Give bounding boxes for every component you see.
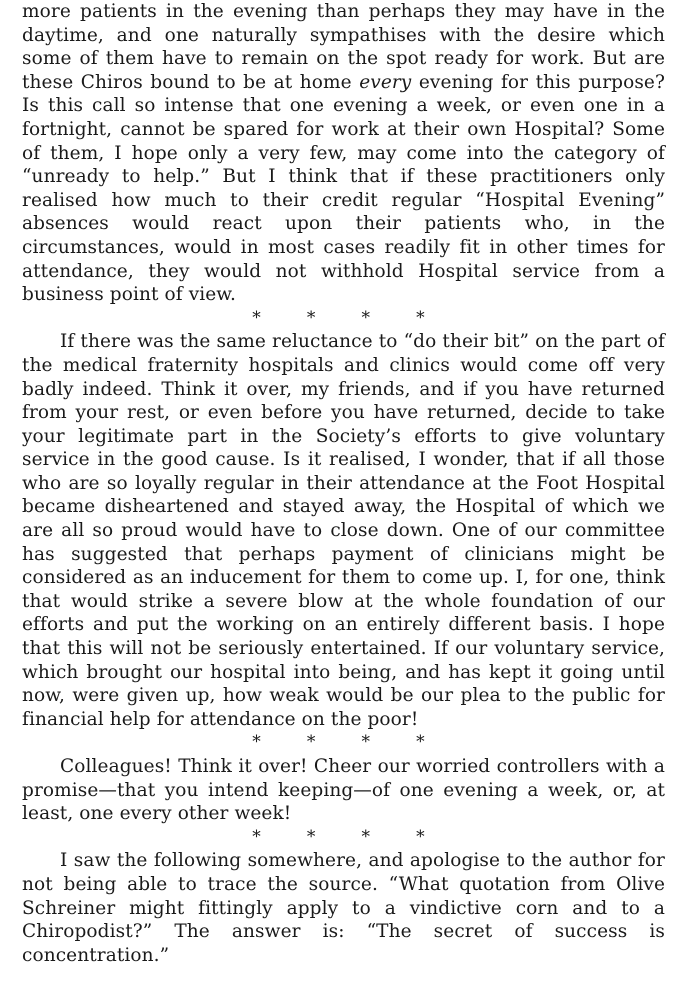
separator-asterisk: * [306,826,316,847]
separator-asterisk: * [252,732,261,753]
separator-asterisk: * [252,826,261,847]
paragraph-1-emphasis: every [359,71,412,93]
separator-asterisk: * [252,307,261,328]
separator-asterisk: * [306,732,316,753]
separator-asterisk: * [361,307,371,328]
paragraph-3: Colleagues! Think it over! Cheer our worried controllers with a promise—that you intend keeping—of one evening a week, or, at least, one every other week! [22,756,665,825]
separator-asterisk: * [361,826,371,847]
paragraph-1 [22,0,665,307]
section-separator-3 [22,826,665,850]
paragraph-1-text-before: more patients in the evening than perhaps they may have in the daytime, and one naturally sympathises with the desire which some of them have to remain on the spot ready for work. But are these Chiros bound to be at home [22,1,665,93]
separator-asterisk: * [416,732,425,753]
separator-asterisk: * [361,732,371,753]
separator-asterisk: * [416,307,425,328]
section-separator-2 [22,731,665,755]
paragraph-2: If there was the same reluctance to “do their bit” on the part of the medical fraternity hospitals and clinics would come off very badly indeed. Think it over, my friends, and if you have returned from your rest, or even before you have returned, decide to take your legitimate part in the Society’s efforts to give voluntary service in the good cause. Is it realised, I wonder, that if all those who are so loyally regular in their attendance at the Foot Hospital became disheartened and stayed away, the Hospital of which we are all so proud would have to close down. One of our committee has suggested that perhaps payment of clinicians might be considered as an inducement for them to come up. I, for one, think that would strike a severe blow at the whole foundation of our efforts and put the working on an entirely different basis. I hope that this will not be seriously entertained. If our voluntary service, which brought our hospital into being, and has kept it going until now, were given up, how weak would be our plea to the public for financial help for attendance on the poor! [22,331,665,730]
section-separator-1 [22,307,665,331]
separator-asterisk: * [306,307,316,328]
separator-asterisk: * [416,826,425,847]
paragraph-4: I saw the following somewhere, and apologise to the author for not being able to trace the source. “What quotation from Olive Schreiner might fittingly apply to a vindictive corn and to a Chiropodist?” The answer is: “The secret of success is concentration.” [22,850,665,966]
paragraph-1-text-after: evening for this purpose? Is this call so intense that one evening a week, or even one in a fortnight, cannot be spared for work at their own Hospital? Some of them, I hope only a very few, may come into the category of “unready to help.” But I think that if these practitioners only realised how much to their credit regular “Hospital Evening” absences would react upon their patients who, in the circumstances, would in most cases readily fit in other times for attendance, they would not withhold Hospital service from a business point of view. [22,71,665,306]
